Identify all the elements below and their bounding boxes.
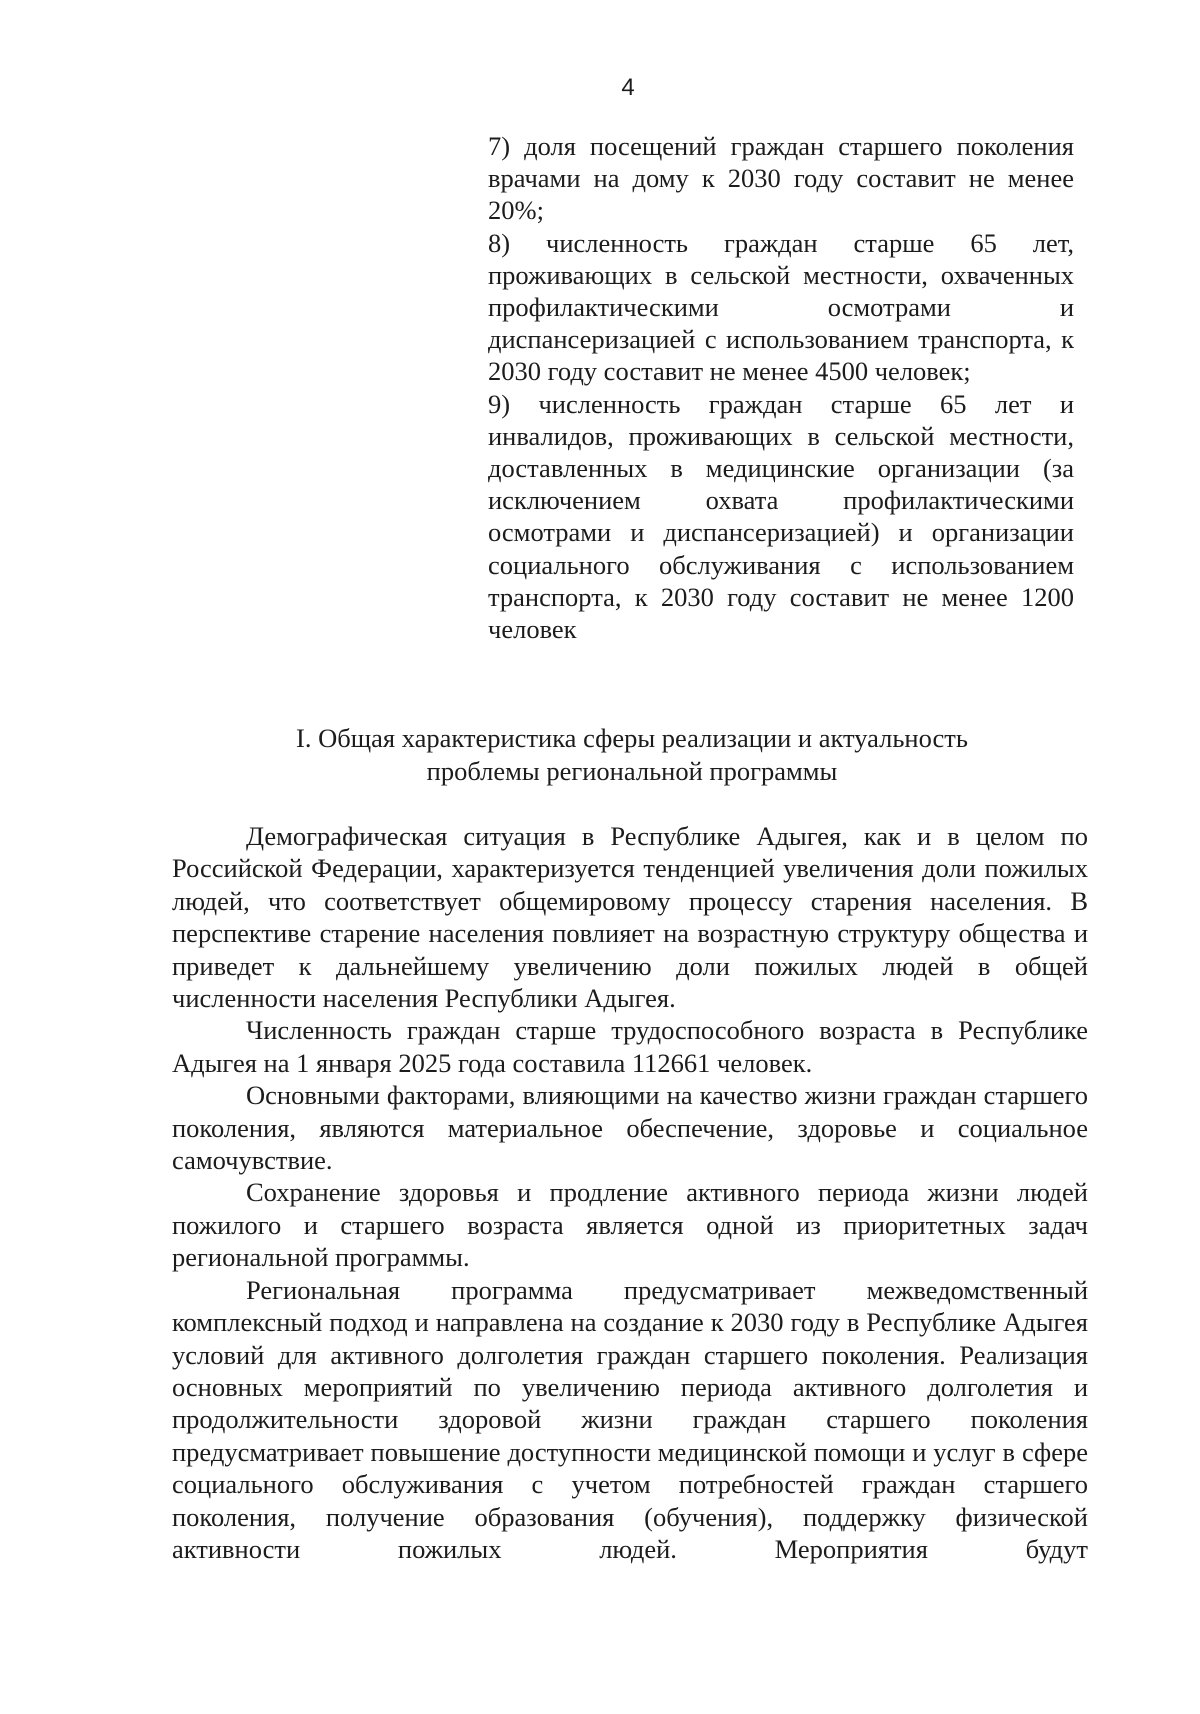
paragraph-population-count: Численность граждан старше трудоспособного возраста в Республике Адыгея на 1 января 2025 года составила 112661 человек. — [172, 1015, 1088, 1078]
paragraph-quality-factors: Основными факторами, влияющими на качество жизни граждан старшего поколения, являются материальное обеспечение, здоровье и социальное самочувствие. — [172, 1080, 1088, 1176]
indicators-list — [488, 130, 1074, 645]
section-heading — [172, 722, 1092, 788]
paragraph-program-approach: Региональная программа предусматривает межведомственный комплексный подход и направлена на создание к 2030 году в Республике Адыгея условий для активного долголетия граждан старшего поколения. Реализация основных мероприятий по увеличению периода активного долголетия и продолжительности здоровой жизни граждан старшего поколения предусматривает повышение доступности медицинской помощи и услуг в сфере социального обслуживания с учетом потребностей граждан старшего поколения, получение образования (обучения), поддержку физической активности пожилых людей. Мероприятия будут — [172, 1274, 1088, 1564]
body-text — [172, 820, 1088, 1565]
paragraph-demographics: Демографическая ситуация в Республике Адыгея, как и в целом по Российской Федерации, характеризуется тенденцией увеличения доли пожилых людей, что соответствует общемировому процессу старения населения. В перспективе старение населения повлияет на возрастную структуру общества и приведет к дальнейшему увеличению доли пожилых людей в общей численности населения Республики Адыгея. — [172, 821, 1088, 1014]
section-title-line-2: проблемы региональной программы — [426, 756, 838, 786]
indicator-item-7: 7) доля посещений граждан старшего поколения врачами на дому к 2030 году составит не менее 20%; — [488, 131, 1074, 226]
page-number: 4 — [621, 74, 635, 101]
indicator-item-8: 8) численность граждан старше 65 лет, проживающих в сельской местности, охваченных профилактическими осмотрами и диспансеризацией с использованием транспорта, к 2030 году составит не менее 4500 человек; — [488, 227, 1074, 387]
indicator-item-9: 9) численность граждан старше 65 лет и инвалидов, проживающих в сельской местности, доставленных в медицинские организации (за исключением охвата профилактическими осмотрами и диспансеризацией) и организации социального обслуживания с использованием транспорта, к 2030 году составит не менее 1200 человек — [488, 388, 1074, 645]
section-title-line-1: I. Общая характеристика сферы реализации и актуальность — [296, 723, 968, 753]
paragraph-health-priority: Сохранение здоровья и продление активного периода жизни людей пожилого и старшего возраста является одной из приоритетных задач региональной программы. — [172, 1177, 1088, 1273]
